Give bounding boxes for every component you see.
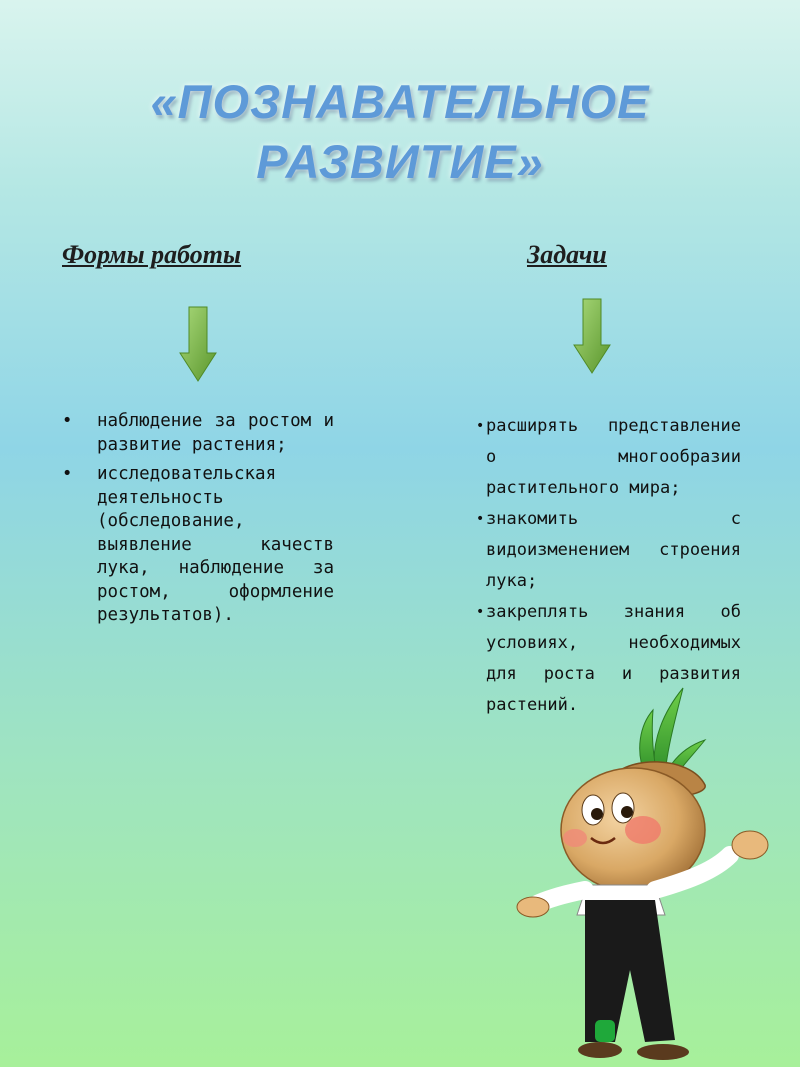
arrow-down-icon <box>178 305 218 383</box>
page-title <box>0 72 800 192</box>
forms-heading: Формы работы <box>62 240 242 269</box>
title-line-2: РАЗВИТИЕ» <box>256 135 544 188</box>
forms-list <box>62 410 334 634</box>
onion-boy-mascot <box>515 680 785 1065</box>
list-item: • закреплять знания об условиях, необходимых для роста и развития растений. <box>476 597 741 721</box>
tasks-list <box>476 411 741 721</box>
arrow-down-icon <box>572 297 612 375</box>
tasks-heading: Задачи <box>527 240 607 269</box>
list-item: • знакомить с видоизменением строения лука; <box>476 504 741 597</box>
list-item: • наблюдение за ростом и развитие растения; <box>62 410 334 457</box>
list-item: • расширять представление о многообразии растительного мира; <box>476 411 741 504</box>
list-item: • исследовательская деятельность (обследование, выявление качеств лука, наблюдение за ростом, оформление результатов). <box>62 463 334 628</box>
title-line-1: «ПОЗНАВАТЕЛЬНОЕ <box>150 75 650 128</box>
